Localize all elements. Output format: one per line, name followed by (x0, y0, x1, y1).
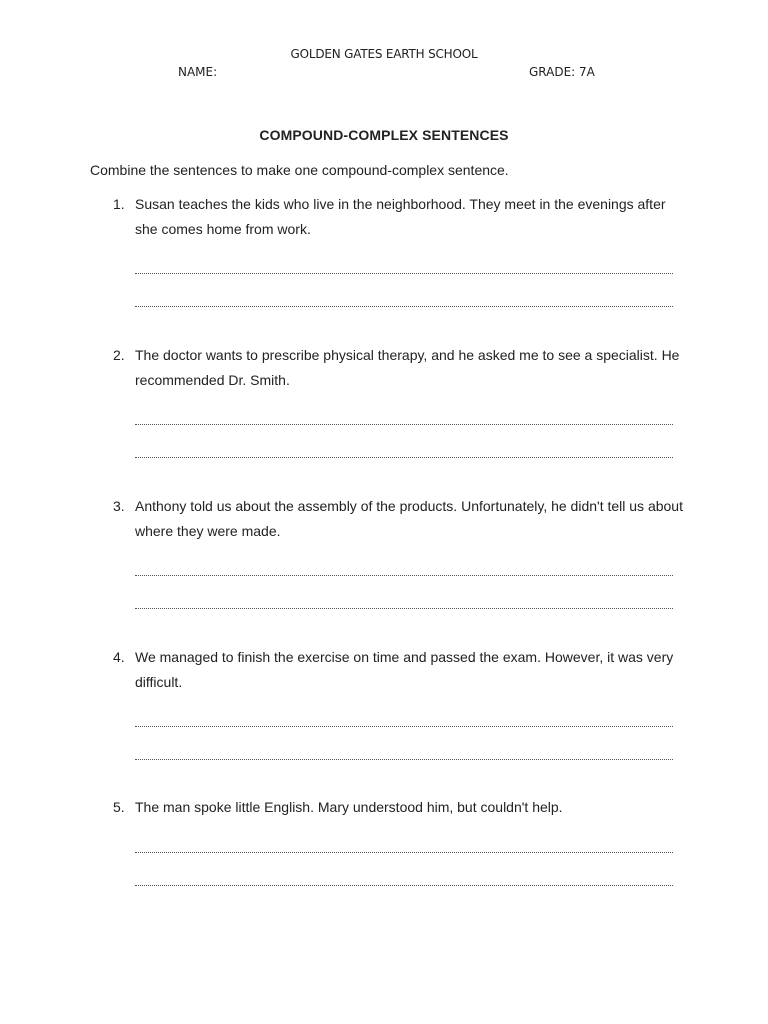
name-label: NAME: (178, 65, 218, 79)
question-text: Anthony told us about the assembly of the products. Unfortunately, he didn't tell us about where they were made. (135, 498, 683, 539)
question-number: 3. (113, 498, 125, 514)
instructions: Combine the sentences to make one compound-complex sentence. (90, 162, 509, 178)
answer-line[interactable] (135, 759, 673, 760)
answer-line[interactable] (135, 608, 673, 609)
school-name: GOLDEN GATES EARTH SCHOOL (290, 47, 478, 61)
question-text: The doctor wants to prescribe physical therapy, and he asked me to see a specialist. He recommended Dr. Smith. (135, 347, 680, 388)
answer-line[interactable] (135, 424, 673, 425)
worksheet-title: COMPOUND-COMPLEX SENTENCES (259, 127, 509, 143)
grade-label: GRADE: 7A (529, 65, 595, 79)
question-number: 4. (113, 649, 125, 665)
answer-line[interactable] (135, 852, 673, 853)
question-text: Susan teaches the kids who live in the neighborhood. They meet in the evenings after she comes home from work. (135, 196, 666, 237)
answer-line[interactable] (135, 726, 673, 727)
answer-line[interactable] (135, 457, 673, 458)
answer-line[interactable] (135, 273, 673, 274)
question-number: 5. (113, 799, 125, 815)
answer-line[interactable] (135, 885, 673, 886)
question-number: 2. (113, 347, 125, 363)
answer-line[interactable] (135, 306, 673, 307)
question-text: We managed to finish the exercise on time and passed the exam. However, it was very difficult. (135, 649, 674, 690)
question-number: 1. (113, 196, 125, 212)
question-text: The man spoke little English. Mary understood him, but couldn't help. (135, 799, 563, 815)
answer-line[interactable] (135, 575, 673, 576)
